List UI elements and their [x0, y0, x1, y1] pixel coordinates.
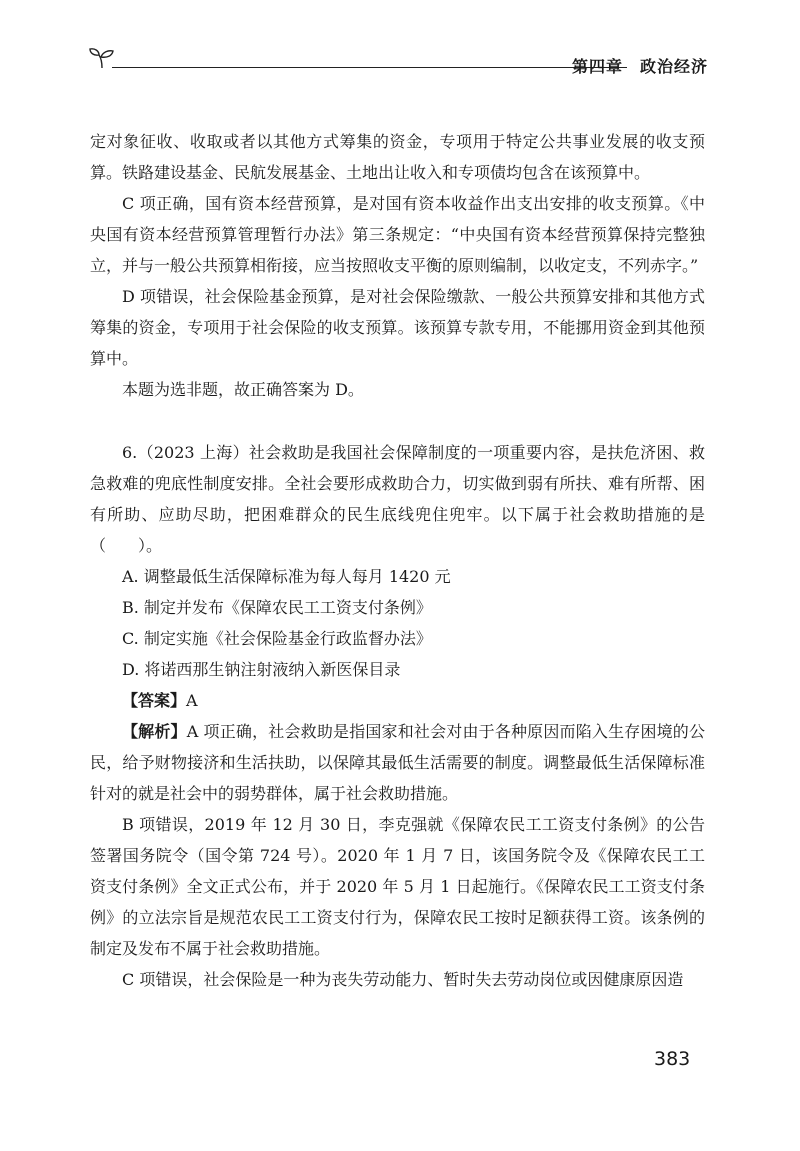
spacer [90, 405, 705, 437]
analysis-paragraph [90, 716, 705, 809]
analysis-option-b: B 项错误，2019 年 12 月 30 日，李克强就《保障农民工工资支付条例》的公告签署国务院令（国令第 724 号）。2020 年 1 月 7 日，该国务院令及《保障农民工工资支付条例》全文正式公布，并于 2020 年 5 月 1 日起施行。《保障农民工工资支付条例》的立法宗旨是规范农民工工资支付行为，保障农民工按时足额获得工资。该条例的制定及发布不属于社会救助措施。 [90, 815, 705, 958]
paragraph-option-c: C 项正确，国有资本经营预算，是对国有资本收益作出支出安排的收支预算。《中央国有资本经营预算管理暂行办法》第三条规定：“中央国有资本经营预算保持完整独立，并与一般公共预算相衔接，应当按照收支平衡的原则编制，以收定支，不列赤字。” [90, 194, 705, 275]
page-number: 383 [654, 1048, 691, 1070]
option-c: C. 制定实施《社会保险基金行政监督办法》 [122, 629, 432, 648]
answer-line [90, 685, 705, 716]
header-rule [112, 67, 627, 68]
answer-value: A [186, 691, 198, 710]
paragraph-option-d: D 项错误，社会保险基金预算，是对社会保险缴款、一般公共预算安排和其他方式筹集的资金，专项用于社会保险的收支预算。该预算专款专用，不能挪用资金到其他预算中。 [90, 287, 705, 368]
analysis-label: 【解析】 [122, 722, 187, 741]
chapter-title: 第四章 政治经济 [571, 57, 708, 76]
page-header [88, 40, 708, 80]
analysis-option-c: C 项错误，社会保险是一种为丧失劳动能力、暂时失去劳动岗位或因健康原因造 [122, 970, 684, 989]
analysis-text: A 项正确，社会救助是指国家和社会对由于各种原因而陷入生存困境的公民，给予财物接济和生活扶助，以保障其最低生活需要的制度。调整最低生活保障标准针对的就是社会中的弱势群体，属于社会救助措施。 [90, 722, 705, 803]
option-a: A. 调整最低生活保障标准为每人每月 1420 元 [122, 567, 451, 586]
paragraph-conclusion: 本题为选非题，故正确答案为 D。 [122, 380, 364, 399]
option-b: B. 制定并发布《保障农民工工资支付条例》 [122, 598, 432, 617]
page-content [90, 126, 705, 995]
paragraph-continuation: 定对象征收、收取或者以其他方式筹集的资金，专项用于特定公共事业发展的收支预算。铁路建设基金、民航发展基金、土地出让收入和专项债均包含在该预算中。 [90, 132, 705, 182]
answer-label: 【答案】 [122, 691, 187, 710]
question-stem: 6.（2023 上海）社会救助是我国社会保障制度的一项重要内容，是扶危济困、救急救难的兜底性制度安排。全社会要形成救助合力，切实做到弱有所扶、难有所帮、困有所助、应助尽助，把困难群众的民生底线兜住兜牢。以下属于社会救助措施的是（ ）。 [90, 443, 705, 555]
option-d: D. 将诺西那生钠注射液纳入新医保目录 [122, 660, 401, 679]
